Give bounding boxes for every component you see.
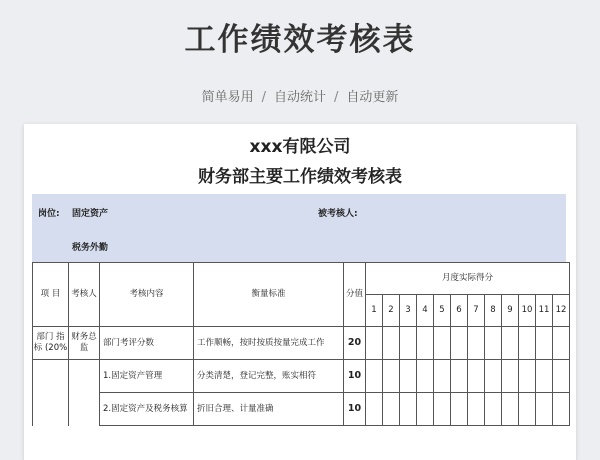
feature-auto-stat: 自动统计 [273, 90, 326, 105]
score-cell[interactable] [519, 327, 536, 360]
row-content: 部门考评分数 [100, 327, 194, 360]
score-cell[interactable] [434, 360, 451, 393]
score-cell[interactable] [383, 360, 400, 393]
score-cell[interactable] [451, 360, 468, 393]
row-standard: 分类清楚，登记完整，账实相符 [194, 360, 344, 393]
spreadsheet-preview [24, 124, 576, 460]
score-cell[interactable] [451, 327, 468, 360]
feature-auto-update: 自动更新 [346, 90, 399, 105]
score-cell[interactable] [553, 360, 570, 393]
month-header: 5 [434, 295, 451, 327]
info-block [32, 194, 566, 262]
score-cell[interactable] [502, 393, 519, 426]
score-cell[interactable] [536, 360, 553, 393]
month-header: 7 [468, 295, 485, 327]
score-cell[interactable] [485, 360, 502, 393]
header-assessor: 考核人 [69, 263, 100, 327]
separator: / [261, 90, 266, 105]
separator: / [334, 90, 339, 105]
score-cell[interactable] [502, 327, 519, 360]
score-cell[interactable] [366, 393, 383, 426]
score-cell[interactable] [536, 327, 553, 360]
score-cell[interactable] [485, 393, 502, 426]
score-cell[interactable] [519, 360, 536, 393]
score-cell[interactable] [366, 327, 383, 360]
header-standard: 衡量标准 [194, 263, 344, 327]
company-name: xxx有限公司 [249, 137, 351, 157]
score-cell[interactable] [400, 360, 417, 393]
score-cell[interactable] [553, 393, 570, 426]
row-item [33, 360, 69, 393]
month-header: 2 [383, 295, 400, 327]
month-header: 11 [536, 295, 553, 327]
row-item: 部门 指标 (20% [33, 327, 69, 360]
table-row [33, 327, 570, 360]
month-header: 10 [519, 295, 536, 327]
score-cell[interactable] [366, 360, 383, 393]
month-header: 12 [553, 295, 570, 327]
score-cell[interactable] [485, 327, 502, 360]
position-label: 岗位: [38, 209, 60, 219]
score-cell[interactable] [468, 393, 485, 426]
score-cell[interactable] [468, 327, 485, 360]
row-assessor: 财务总监 [69, 327, 100, 360]
row-content: 2.固定资产及税务核算 [100, 393, 194, 426]
month-header: 3 [400, 295, 417, 327]
score-cell[interactable] [383, 393, 400, 426]
header-item: 项 目 [33, 263, 69, 327]
header-content: 考核内容 [100, 263, 194, 327]
month-header: 1 [366, 295, 383, 327]
feature-easy: 简单易用 [201, 90, 254, 105]
row-score: 20 [344, 327, 366, 360]
score-cell[interactable] [400, 393, 417, 426]
score-cell[interactable] [417, 327, 434, 360]
feature-tagline [0, 86, 600, 105]
row-score: 10 [344, 360, 366, 393]
page-title: 工作绩效考核表 [184, 22, 416, 58]
header-monthly-score: 月度实际得分 [366, 263, 570, 295]
score-cell[interactable] [434, 327, 451, 360]
score-cell[interactable] [417, 360, 434, 393]
position-value: 固定资产 [72, 209, 109, 219]
month-header: 6 [451, 295, 468, 327]
score-cell[interactable] [417, 393, 434, 426]
score-cell[interactable] [553, 327, 570, 360]
assessee-label: 被考核人: [318, 209, 358, 219]
row-content: 1.固定资产管理 [100, 360, 194, 393]
row-assessor [69, 393, 100, 426]
score-cell[interactable] [468, 360, 485, 393]
table-row [33, 360, 570, 393]
month-header: 4 [417, 295, 434, 327]
score-cell[interactable] [383, 327, 400, 360]
month-header: 9 [502, 295, 519, 327]
position-value-2: 税务外勤 [72, 243, 109, 253]
header-score: 分值 [344, 263, 366, 327]
row-standard: 折旧合理、计量准确 [194, 393, 344, 426]
score-cell[interactable] [519, 393, 536, 426]
assessment-table [32, 262, 570, 426]
score-cell[interactable] [400, 327, 417, 360]
row-assessor [69, 360, 100, 393]
row-item [33, 393, 69, 426]
score-cell[interactable] [451, 393, 468, 426]
table-row [33, 393, 570, 426]
row-standard: 工作顺畅，按时按质按量完成工作 [194, 327, 344, 360]
score-cell[interactable] [434, 393, 451, 426]
score-cell[interactable] [536, 393, 553, 426]
score-cell[interactable] [502, 360, 519, 393]
row-score: 10 [344, 393, 366, 426]
document-title: 财务部主要工作绩效考核表 [198, 167, 402, 187]
month-header: 8 [485, 295, 502, 327]
